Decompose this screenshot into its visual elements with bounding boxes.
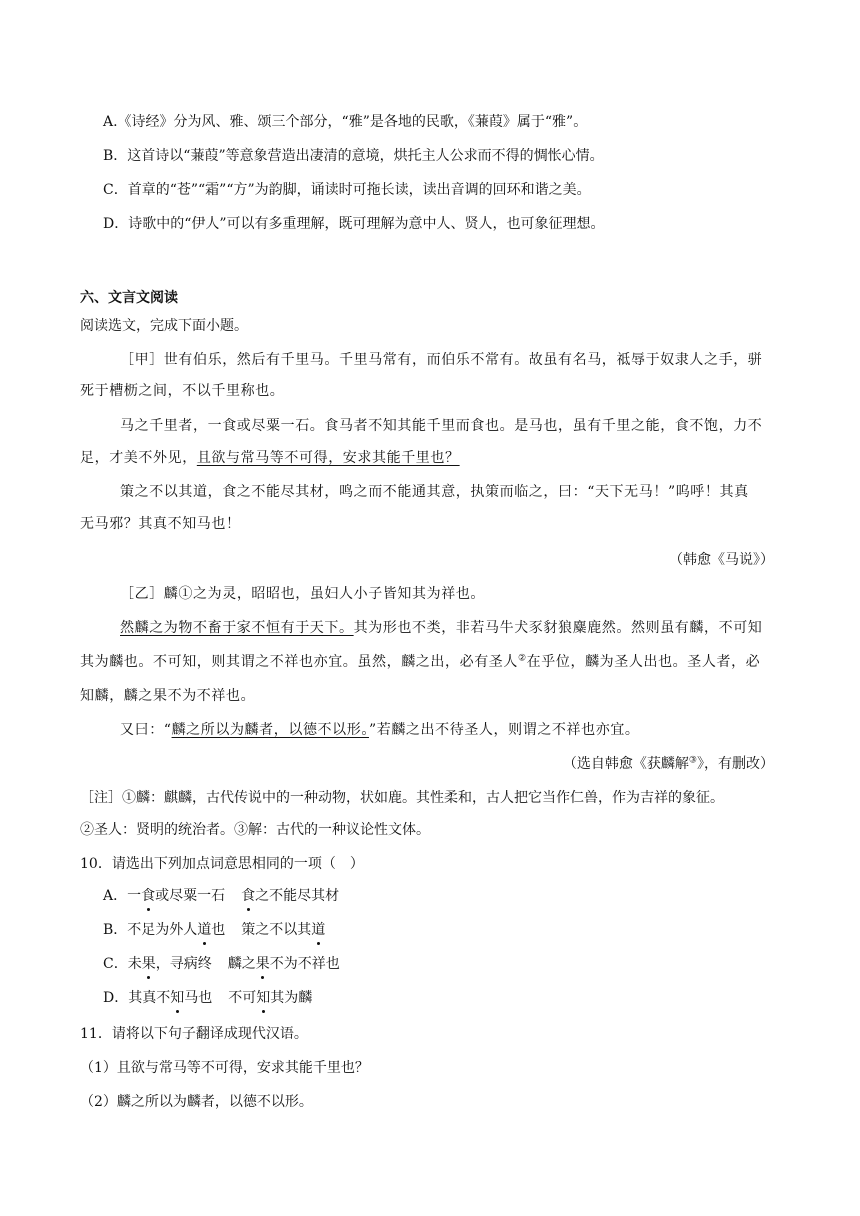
q11-stem: 11．请将以下句子翻译成现代汉语。 <box>80 1026 308 1042</box>
yi-source-b: 》，有删改） <box>697 756 774 772</box>
q10-b-p1-pre: 不足为外人 <box>127 922 198 938</box>
yi-source-a: （选自韩愈《获麟解 <box>562 756 689 772</box>
q10-stem: 10．请选出下列加点词意思相同的一项（ ） <box>80 856 364 872</box>
q10-c-label: C． <box>103 956 128 972</box>
q10-d-p1-pre: 其真不 <box>128 990 171 1006</box>
q10-option-a <box>103 886 339 906</box>
yi-note-marker-1: ① <box>178 586 194 602</box>
jia-p3-line2: 无马邪？其真不知马也！ <box>80 516 241 532</box>
option-a: A.《诗经》分为风、雅、颂三个部分，“雅”是各地的民歌，《蒹葭》属于“雅”。 <box>103 114 588 130</box>
yi-p2-line1-text: 其为形也不类，非若马牛犬豕豺狼麋鹿然。然则虽有麟，不可知 <box>353 620 763 636</box>
q10-b-p1-dotted: 道 <box>197 922 212 938</box>
jia-p2-line2 <box>80 448 460 468</box>
q10-d-label: D． <box>103 990 129 1006</box>
notes-line2: ②圣人：贤明的统治者。③解：古代的一种议论性文体。 <box>80 822 430 838</box>
yi-note-marker-3: ③ <box>688 755 697 766</box>
yi-p3-b: ”若麟之出不待圣人，则谓之不祥也亦宜。 <box>368 722 640 738</box>
yi-p1 <box>120 584 485 604</box>
q10-b-label: B． <box>103 922 128 938</box>
q10-c-p1-dotted: 果 <box>141 956 156 972</box>
q10-d-p2-post: 其为麟 <box>270 990 313 1006</box>
q10-d-p2-dotted: 知 <box>256 990 271 1006</box>
q10-c-p1-pre: 未 <box>127 956 142 972</box>
q10-d-p1-dotted: 知 <box>170 990 185 1006</box>
yi-p1-a: ［乙］麟 <box>120 586 179 602</box>
q10-a-label: A． <box>103 888 128 904</box>
yi-note-marker-2: ② <box>518 653 527 664</box>
section-title: 六、文言文阅读 <box>80 290 178 306</box>
jia-p1-line2: 死于槽枥之间，不以千里称也。 <box>80 383 285 399</box>
q11-sentence-2: （2）麟之所以为麟者，以德不以形。 <box>80 1094 313 1110</box>
yi-source <box>563 754 774 774</box>
q10-a-p1-post: 或尽粟一石 <box>155 888 226 904</box>
q10-option-d <box>103 988 312 1008</box>
option-b: B．这首诗以“蒹葭”等意象营造出凄清的意境，烘托主人公求而不得的惆怅心情。 <box>103 148 604 164</box>
q10-b-p2-pre: 策之不以其 <box>241 922 312 938</box>
q10-a-p1-dotted: 食 <box>141 888 156 904</box>
jia-p3-line1: 策之不以其道，食之不能尽其材，鸣之而不能通其意，执策而临之，曰：“天下无马！”呜呼！其真 <box>120 484 749 500</box>
q10-d-p2-pre: 不可 <box>228 990 257 1006</box>
yi-p3-a: 又曰：“ <box>120 722 172 738</box>
q10-option-c <box>103 954 340 974</box>
q10-b-p1-post: 也 <box>211 922 226 938</box>
q10-c-p2-dotted: 果 <box>255 956 270 972</box>
yi-underlined-sentence-2: 麟之所以为麟者，以德不以形。 <box>171 722 369 738</box>
yi-p2-line3: 知麟，麟之果不为不祥也。 <box>80 688 256 704</box>
yi-p2-line2-a: 其为麟也。不可知，则其谓之不祥也亦宜。虽然，麟之出，必有圣人 <box>80 654 518 670</box>
notes-line1: ［注］①麟：麒麟，古代传说中的一种动物，状如鹿。其性柔和，古人把它当作仁兽，作为吉祥的象征。 <box>80 790 724 806</box>
q10-option-b <box>103 920 325 940</box>
q10-a-p1-pre: 一 <box>127 888 142 904</box>
instruction: 阅读选文，完成下面小题。 <box>80 318 248 334</box>
q10-c-p2-post: 不为不祥也 <box>269 956 340 972</box>
q10-c-p2-pre: 麟之 <box>227 956 256 972</box>
q10-a-p2-dotted: 食 <box>241 888 256 904</box>
yi-underlined-sentence-1: 然麟之为物不畜于家不恒有于天下。 <box>120 620 354 636</box>
jia-p1-line1: ［甲］世有伯乐，然后有千里马。千里马常有，而伯乐不常有。故虽有名马，祗辱于奴隶人之手，骈 <box>120 352 763 368</box>
option-d: D．诗歌中的“伊人”可以有多重理解，既可理解为意中人、贤人，也可象征理想。 <box>103 216 605 232</box>
q10-b-p2-dotted: 道 <box>311 922 326 938</box>
yi-p2-line2-b: 在乎位，麟为圣人出也。圣人者，必 <box>526 654 761 670</box>
yi-p3 <box>120 720 640 740</box>
q10-a-p2-post: 之不能尽其材 <box>255 888 340 904</box>
q10-c-p1-post: ，寻病终 <box>155 956 212 972</box>
jia-source: （韩愈《马说》） <box>669 552 774 568</box>
yi-p2-line1 <box>120 618 762 638</box>
yi-p1-b: 之为灵，昭昭也，虽妇人小子皆知其为祥也。 <box>193 586 486 602</box>
jia-p2-line2-text: 足，才美不外见， <box>80 450 197 466</box>
q11-sentence-1: （1）且欲与常马等不可得，安求其能千里也？ <box>80 1060 369 1076</box>
option-c: C．首章的“苍”“霜”“方”为韵脚，诵读时可拖长读，读出音调的回环和谐之美。 <box>103 182 591 198</box>
jia-underlined-sentence: 且欲与常马等不可得，安求其能千里也？ <box>196 450 460 466</box>
yi-p2-line2 <box>80 652 760 672</box>
jia-p2-line1: 马之千里者，一食或尽粟一石。食马者不知其能千里而食也。是马也，虽有千里之能，食不饱，力不 <box>120 418 763 434</box>
q10-d-p1-post: 马也 <box>184 990 213 1006</box>
